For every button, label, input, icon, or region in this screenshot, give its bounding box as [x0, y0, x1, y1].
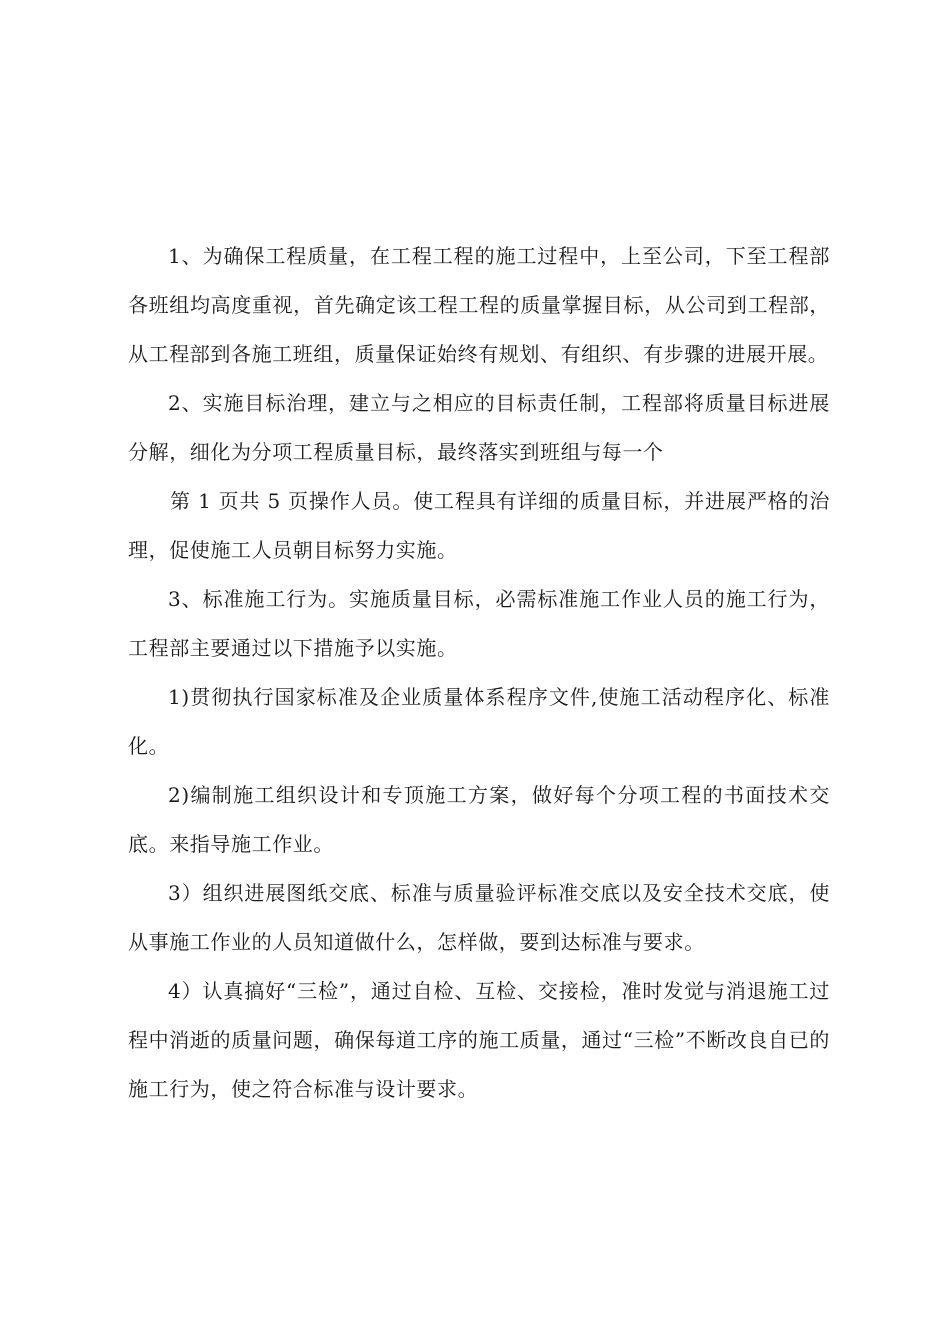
document-body	[128, 232, 830, 1114]
paragraph-standard-construction: 3、标准施工行为。实施质量目标，必需标准施工作业人员的施工行为，工程部主要通过以下措施予以实施。	[128, 587, 830, 660]
paragraph-quality-assurance: 1、为确保工程质量，在工程工程的施工过程中，上至公司，下至工程部各班组均高度重视，首先确定该工程工程的质量掌握目标，从公司到工程部，从工程部到各施工班组，质量保证始终有规划、有组织、有步骤的进展开展。	[128, 244, 830, 366]
paragraph-item-2: 2)编制施工组织设计和专顶施工方案，做好每个分项工程的书面技术交底。来指导施工作业。	[128, 783, 830, 856]
paragraph-item-1: 1)贯彻执行国家标准及企业质量体系程序文件,使施工活动程序化、标准化。	[128, 685, 830, 758]
paragraph-item-3: 3）组织进展图纸交底、标准与质量验评标准交底以及安全技术交底，使从事施工作业的人员知道做什么，怎样做，要到达标准与要求。	[128, 881, 830, 954]
paragraph-item-4: 4）认真搞好“三检”，通过自检、互检、交接检，准时发觉与消退施工过程中消逝的质量问题，确保每道工序的施工质量，通过“三检”不断改良自已的施工行为，使之符合标准与设计要求。	[128, 979, 830, 1101]
paragraph-target-management: 2、实施目标治理，建立与之相应的目标责任制，工程部将质量目标进展分解，细化为分项工程质量目标，最终落实到班组与每一个	[128, 391, 830, 464]
paragraph-page-footer-continuation: 第 1 页共 5 页操作人员。使工程具有详细的质量目标，并进展严格的治理，促使施工人员朝目标努力实施。	[128, 489, 830, 562]
